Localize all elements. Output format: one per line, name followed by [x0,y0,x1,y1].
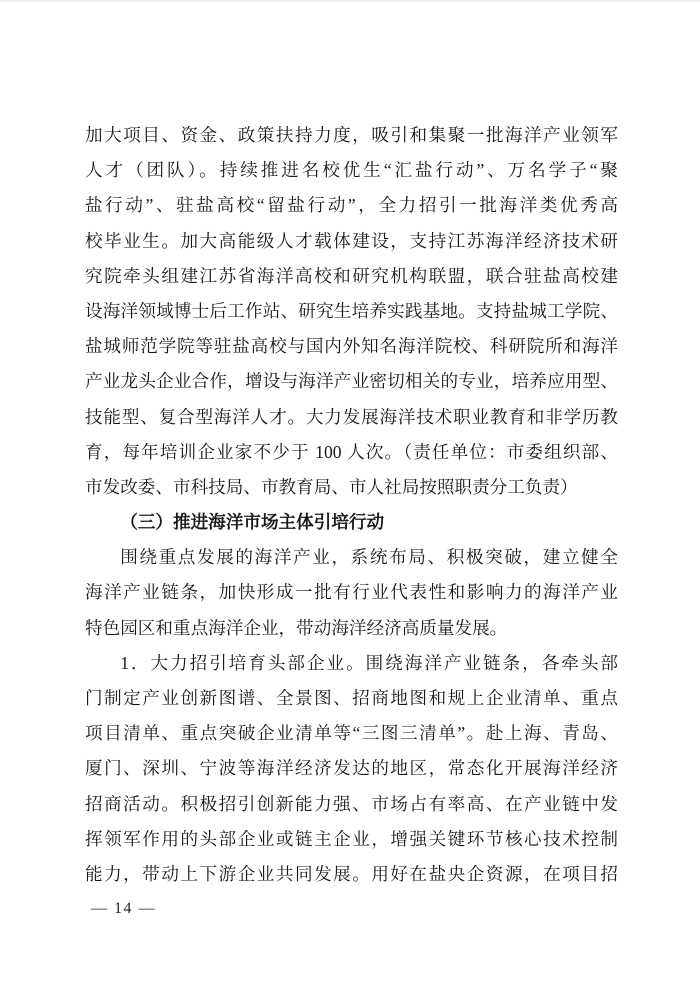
document-line: 设海洋领域博士后工作站、研究生培养实践基地。支持盐城工学院、 [85,300,618,321]
page-number: — 14 — [91,900,156,917]
document-line: 能力，带动上下游企业共同发展。用好在盐央企资源，在项目招 [85,863,618,884]
document-line: 海洋产业链条，加快形成一批有行业代表性和影响力的海洋产业 [85,582,618,603]
document-line: 招商活动。积极招引创新能力强、市场占有率高、在产业链中发 [85,793,618,814]
document-line: 厦门、深圳、宁波等海洋经济发达的地区，常态化开展海洋经济 [85,758,618,779]
document-line: 加大项目、资金、政策扶持力度，吸引和集聚一批海洋产业领军 [85,125,618,145]
document-line: 技能型、复合型海洋人才。大力发展海洋技术职业教育和非学历教 [85,406,618,427]
page-footer [91,898,156,920]
document-line: 盐行动”、驻盐高校“留盐行动”，全力招引一批海洋类优秀高 [85,195,618,216]
document-line: 门制定产业创新图谱、全景图、招商地图和规上企业清单、重点 [85,688,618,708]
document-line: 育，每年培训企业家不少于 100 人次。（责任单位：市委组织部、 [85,441,618,462]
document-line: 项目清单、重点突破企业清单等“三图三清单”。赴上海、青岛、 [85,723,618,744]
document-line: 围绕重点发展的海洋产业，系统布局、积极突破，建立健全 [120,547,618,568]
document-line: 校毕业生。加大高能级人才载体建设，支持江苏海洋经济技术研 [85,230,618,251]
document-body [85,118,618,892]
document-line: 特色园区和重点海洋企业，带动海洋经济高质量发展。 [85,617,508,638]
document-line: 挥领军作用的头部企业或链主企业，增强关键环节核心技术控制 [85,828,618,849]
document-line: 盐城师范学院等驻盐高校与国内外知名海洋院校、科研院所和海洋 [85,336,618,357]
document-line: 究院牵头组建江苏省海洋高校和研究机构联盟，联合驻盐高校建 [85,265,618,286]
document-line: 人才（团队）。持续推进名校优生“汇盐行动”、万名学子“聚 [85,160,618,181]
document-line: 市发改委、市科技局、市教育局、市人社局按照职责分工负责） [85,476,578,497]
document-line: （三）推进海洋市场主体引培行动 [120,512,385,533]
document-line: 产业龙头企业合作，增设与海洋产业密切相关的专业，培养应用型、 [85,371,618,392]
document-line: 1．大力招引培育头部企业。围绕海洋产业链条，各牵头部 [120,652,618,673]
